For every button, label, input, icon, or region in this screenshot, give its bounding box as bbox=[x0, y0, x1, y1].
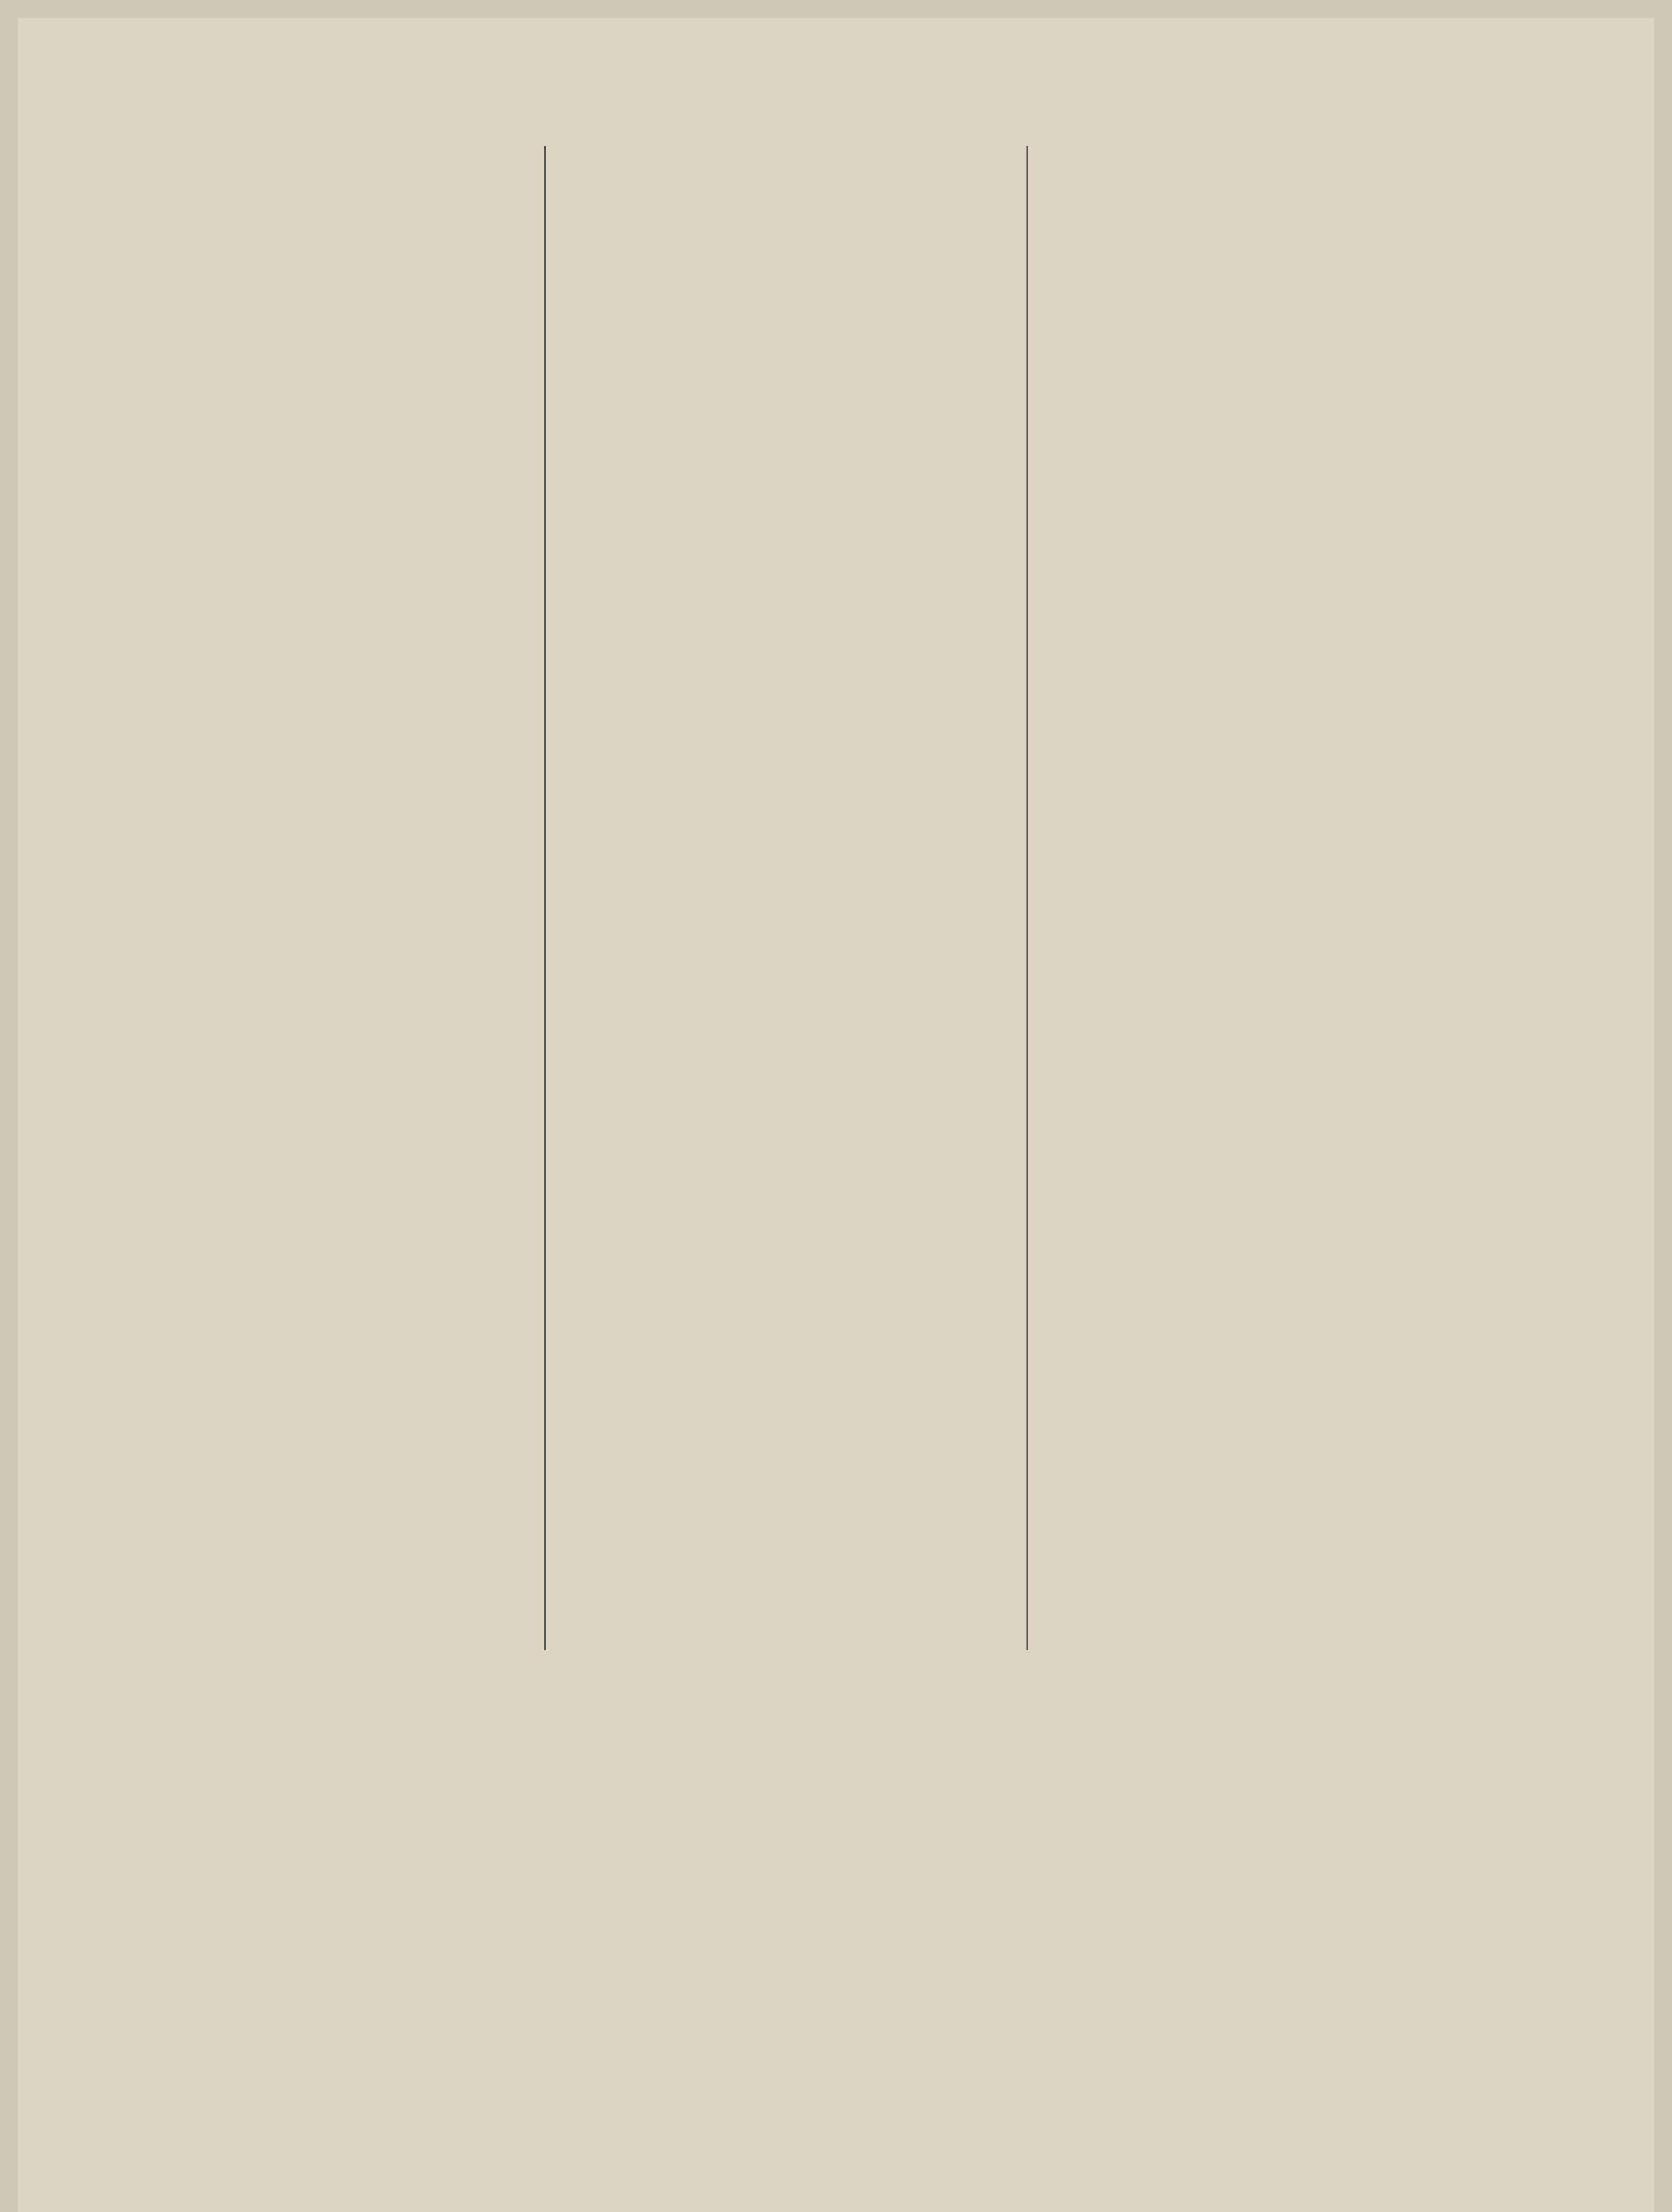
column-2 bbox=[557, 146, 1028, 1650]
column-1 bbox=[53, 146, 546, 1650]
column-3 bbox=[1040, 146, 1509, 1650]
newspaper-page bbox=[18, 18, 1654, 2212]
